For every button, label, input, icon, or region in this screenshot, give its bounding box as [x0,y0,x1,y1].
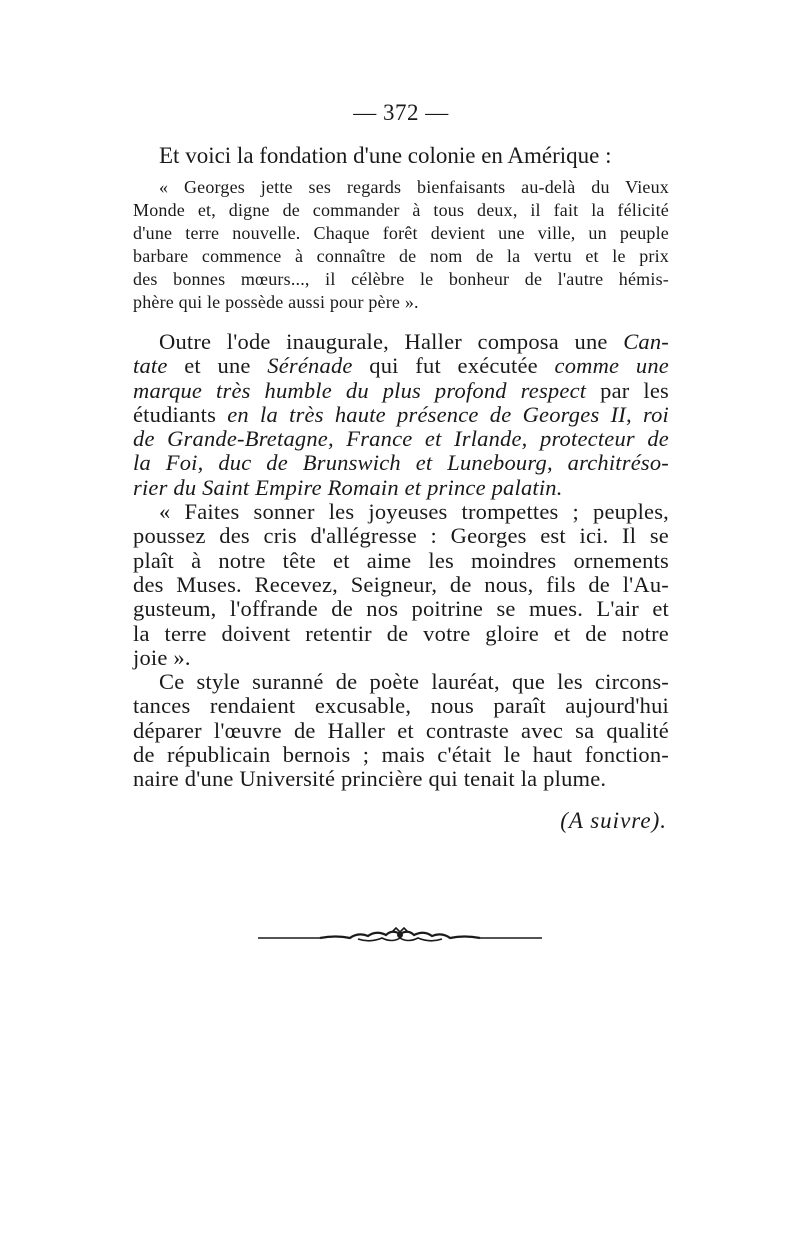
text-run: par les [586,377,669,403]
italic-run: Sérénade [267,353,353,379]
paragraph-cantata [133,500,669,670]
paragraph-line [133,427,669,451]
page-number: — 372 — [353,100,449,125]
paragraph-line: la terre doivent retentir de votre gloire et de notre [133,620,669,646]
quote-paragraph [133,176,669,314]
paragraph-line [133,354,669,378]
paragraph-line: plaît à notre tête et aime les moindres ornements [133,547,669,573]
quote-line: d'une terre nouvelle. Chaque forêt devient une ville, un peuple [133,223,669,243]
italic-run: rier du Saint Empire Romain et prince palatin. [133,474,563,500]
paragraph-style [133,670,669,791]
italic-run: comme une [554,353,669,379]
paragraph-line: tances rendaient excusable, nous paraît aujourd'hui [133,693,669,719]
paragraph-line: de républicain bernois ; mais c'était le haut fonction- [133,742,669,768]
paragraph-line: joie ». [133,644,191,670]
quote-line: barbare commence à connaître de nom de la vertu et le prix [133,246,669,266]
paragraph-line [133,476,669,500]
text-run: qui fut exécutée [352,353,555,379]
book-page [133,100,669,834]
italic-run: tate [133,353,168,379]
text-run: Outre l'ode inaugurale, Haller composa une [159,329,624,354]
paragraph-line [133,330,669,354]
paragraph-line: des Muses. Recevez, Seigneur, de nous, fils de l'Au- [133,571,669,597]
italic-run: la Foi, duc de Brunswich et Lunebourg, architréso- [133,450,669,476]
paragraph-line [133,403,669,427]
paragraph-ode [133,330,669,500]
ornamental-rule-icon [258,926,542,948]
text-run: étudiants [133,401,228,427]
paragraph-line: « Faites sonner les joyeuses trompettes ; peuples, [159,499,669,525]
italic-run: de Grande-Bretagne, France et Irlande, protecteur de [133,426,669,452]
italic-run: en la très haute présence de Georges II, roi [227,401,669,427]
paragraph-line: poussez des cris d'allégresse : Georges est ici. Il se [133,523,669,549]
quote-line: phère qui le possède aussi pour père ». [133,292,419,312]
italic-run: Can- [623,329,669,354]
intro-line: Et voici la fondation d'une colonie en Amérique : [159,143,612,168]
italic-run: marque très humble du plus profond respect [133,377,587,403]
paragraph-line [133,451,669,475]
paragraph-line [133,379,669,403]
paragraph-line: Ce style suranné de poète lauréat, que les circons- [159,669,669,695]
a-suivre-note: (A suivre). [560,807,667,833]
quote-line: des bonnes mœurs..., il célèbre le bonheur de l'autre hémis- [133,269,669,289]
quote-line: Monde et, digne de commander à tous deux, il fait la félicité [133,200,669,220]
paragraph-line: déparer l'œuvre de Haller et contraste avec sa qualité [133,717,669,743]
paragraph-line: gusteum, l'offrande de nos poitrine se mues. L'air et [133,596,669,622]
quote-line: « Georges jette ses regards bienfaisants au-delà du Vieux [159,177,669,197]
paragraph-line: naire d'une Université princière qui tenait la plume. [133,766,607,792]
text-run: et une [167,353,268,379]
